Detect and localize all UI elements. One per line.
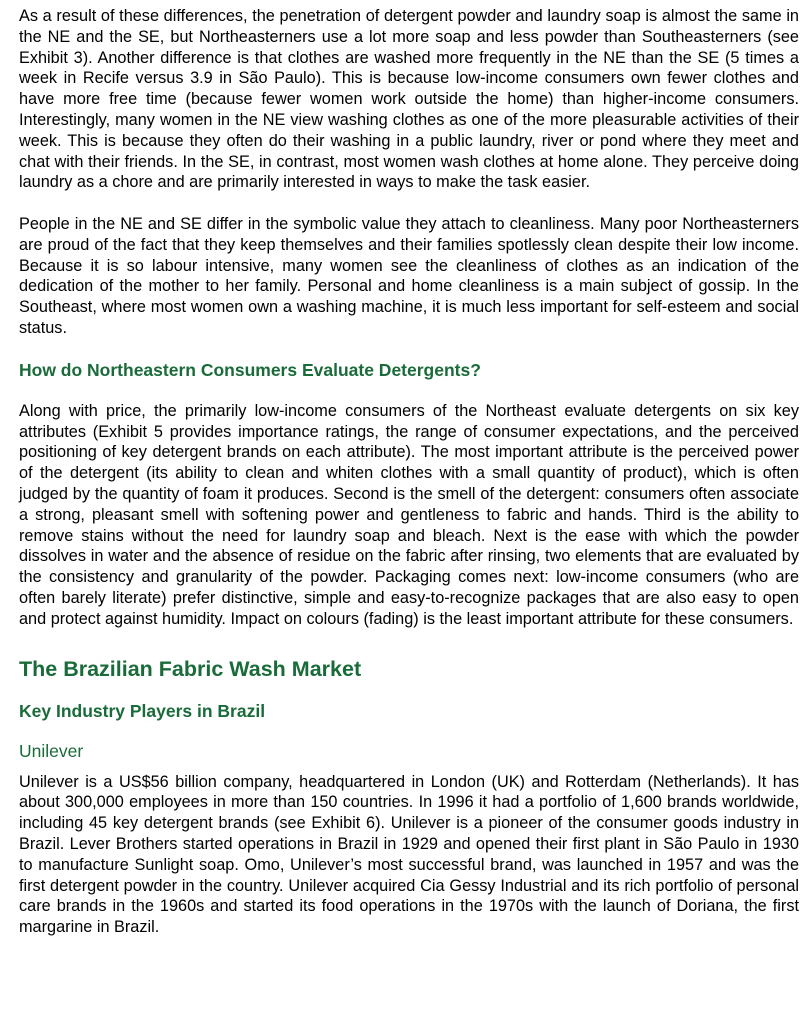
section-spacer [19, 381, 799, 401]
paragraph-unilever: Unilever is a US$56 billion company, headquartered in London (UK) and Rotterdam (Netherlands). It has about 300,000 employees in more than 150 countries. In 1996 it had a portfolio of 1,600 brands worldwide, including 45 key detergent brands (see Exhibit 6). Unilever is a pioneer of the consumer goods industry in Brazil. Lever Brothers started operations in Brazil in 1929 and opened their first plant in São Paulo in 1930 to manufacture Sunlight soap. Omo, Unilever’s most successful brand, was launched in 1957 and was the first detergent powder in the country. Unilever acquired Cia Gessy Industrial and its rich portfolio of personal care brands in the 1960s and started its food operations in the 1970s with the launch of Doriana, the first margarine in Brazil. [19, 772, 799, 937]
section-spacer [19, 762, 799, 772]
paragraph-key-attributes: Along with price, the primarily low-income consumers of the Northeast evaluate detergents on six key attributes (Exhibit 5 provides importance ratings, the range of consumer expectations, and the perceived positioning of key detergent brands on each attribute). The most important attribute is the perceived power of the detergent (its ability to clean and whiten clothes with a small quantity of product), which is often judged by the quantity of foam it produces. Second is the smell of the detergent: consumers often associate a strong, pleasant smell with softening power and gentleness to fabric and hands. Third is the ability to remove stains without the need for laundry soap and bleach. Next is the ease with which the powder dissolves in water and the absence of residue on the fabric after rinsing, two elements that are evaluated by the consistency and granularity of the powder. Packaging comes next: low-income consumers (who are often barely literate) prefer distinctive, simple and easy-to-recognize packages that are also easy to open and protect against humidity. Impact on colours (fading) is the least important attribute for these consumers. [19, 401, 799, 628]
heading-evaluate-detergents: How do Northeastern Consumers Evaluate Detergents? [19, 359, 481, 380]
section-spacer [19, 722, 799, 740]
heading-unilever: Unilever [19, 740, 84, 761]
heading-fabric-wash-market: The Brazilian Fabric Wash Market [19, 656, 362, 681]
section-spacer [19, 630, 799, 656]
section-spacer [19, 682, 799, 700]
paragraph-cleanliness: People in the NE and SE differ in the symbolic value they attach to cleanliness. Many poor Northeasterners are proud of the fact that they keep themselves and their families spotlessly clean despite their low income. Because it is so labour intensive, many women see the cleanliness of clothes as an indication of the dedication of the mother to her family. Personal and home cleanliness is a main subject of gossip. In the Southeast, where most women own a washing machine, it is much less important for self-esteem and social status. [19, 214, 799, 337]
section-spacer [19, 339, 799, 359]
document-page [19, 6, 799, 938]
paragraph-spacer [19, 193, 799, 214]
paragraph-differences: As a result of these differences, the penetration of detergent powder and laundry soap is almost the same in the NE and the SE, but Northeasterners use a lot more soap and less powder than Southeasterners (see Exhibit 3). Another difference is that clothes are washed more frequently in the NE than the SE (5 times a week in Recife versus 3.9 in São Paulo). This is because low-income consumers own fewer clothes and have more free time (because fewer women work outside the home) than higher-income consumers. Interestingly, many women in the NE view washing clothes as one of the more pleasurable activities of their week. This is because they often do their washing in a public laundry, river or pond where they meet and chat with their friends. In the SE, in contrast, most women wash clothes at home alone. They perceive doing laundry as a chore and are primarily interested in ways to make the task easier. [19, 7, 799, 192]
heading-key-industry-players: Key Industry Players in Brazil [19, 700, 266, 721]
